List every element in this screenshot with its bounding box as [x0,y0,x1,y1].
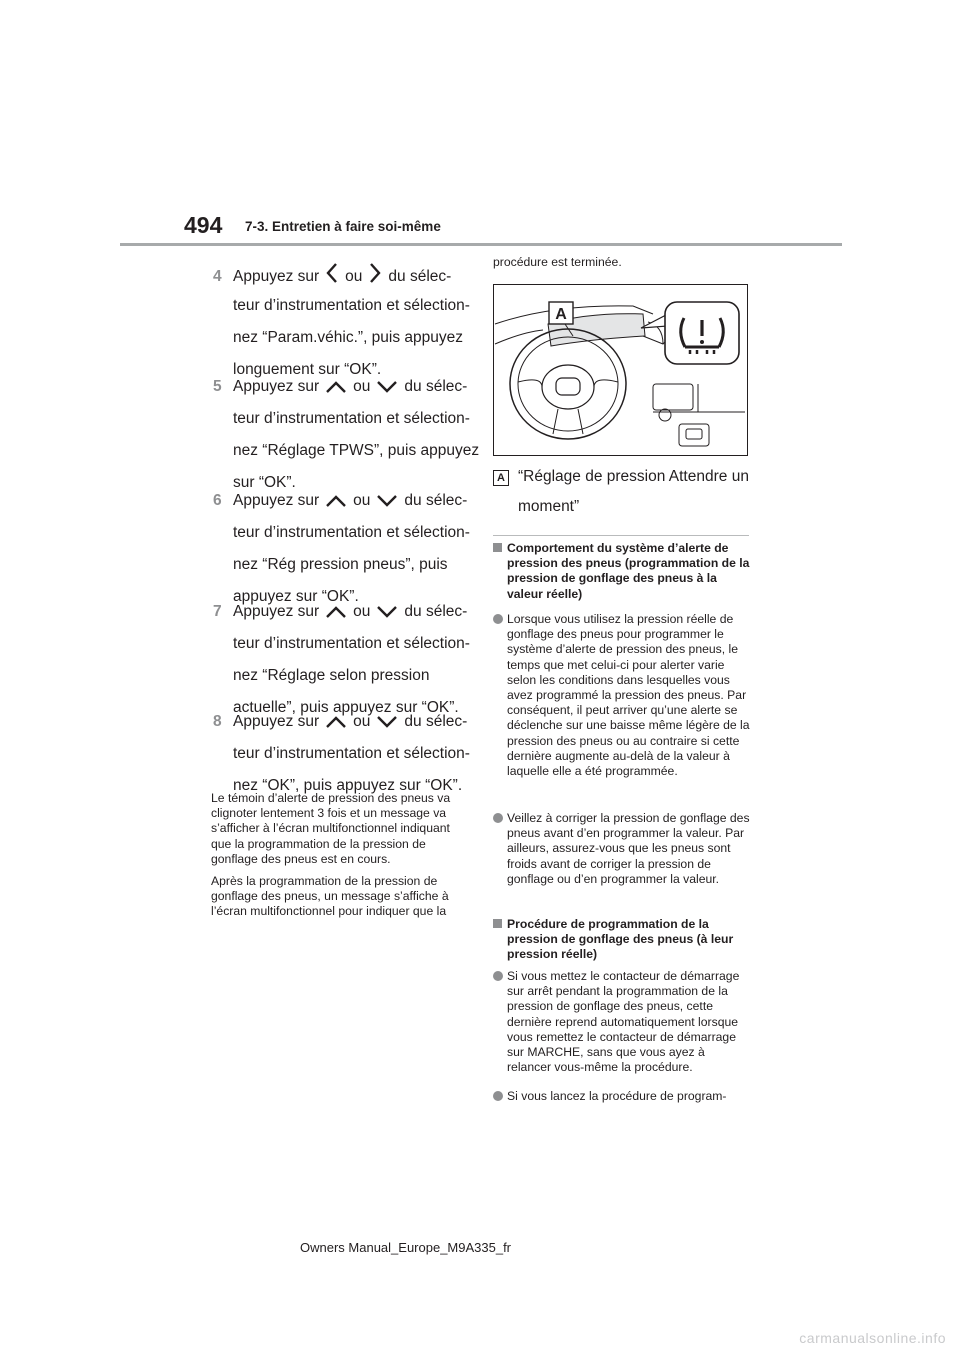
step-4 [213,262,483,390]
bullet-item [493,811,751,887]
chevron-up-icon [325,715,347,729]
step-text: du sélec- [404,492,468,509]
continued-text: procédure est terminée. [493,255,622,269]
step-text: ou [353,378,371,395]
section-divider [493,535,749,536]
bullet-text: Veillez à corriger la pression de gonflage des pneus avant d’en programmer la valeur. Par ailleurs, assurez-vous que les pneus sont froids avant de corriger la pression de gonflage ou d’en programmer la valeur. [507,811,750,886]
bullet-item [493,969,751,1075]
step-number: 5 [213,378,222,395]
chevron-down-icon [376,605,398,619]
step-text: appuyez sur “OK”. [233,588,359,605]
step-text: Appuyez sur [233,603,320,620]
subsection-title: Comportement du système d’alerte de pression des pneus (programmation de la pression de gonflage des pneus à la valeur réelle) [507,541,750,601]
square-bullet-icon [493,543,502,552]
step-text: ou [345,268,363,285]
watermark: carmanualsonline.info [799,1330,946,1346]
body-paragraph: Après la programmation de la pression de gonflage des pneus, un message s’affiche à l’écran multifonctionnel pour indiquer que la [211,874,449,919]
subsection-heading [493,917,751,963]
step-text: du sélec- [404,713,468,730]
step-number: 7 [213,603,222,620]
step-text: teur d’instrumentation et sélection- [233,524,470,541]
step-text: sur “OK”. [233,474,296,491]
chevron-up-icon [325,380,347,394]
chevron-up-icon [325,494,347,508]
bullet-item [493,1089,751,1104]
footer-doc-id: Owners Manual_Europe_M9A335_fr [300,1240,512,1255]
step-text: ou [353,713,371,730]
step-text: Appuyez sur [233,492,320,509]
step-7 [213,600,483,728]
step-text: actuelle”, puis appuyez sur “OK”. [233,699,459,716]
bullet-text: Lorsque vous utilisez la pression réelle de gonflage des pneus pour programmer le système d’alerte de pression des pneus, le temps que met celui-ci pour alerter varie selon les conditions dans lesquelles vous avez programmé la pression des pneus. Par conséquent, il peut arriver qu’une alerte se déclenche sur une baisse même légère de la pression des pneus ou au contraire si cette dernière augmente au-delà de la valeur à laquelle elle a été programmée. [507,612,750,779]
step-text: teur d’instrumentation et sélection- [233,745,470,762]
chevron-right-icon [368,262,382,284]
step-5 [213,375,483,503]
header-rule [120,243,842,246]
step-number: 4 [213,268,222,285]
callout-text: moment” [518,498,580,515]
step-text: nez “Rég pression pneus”, puis [233,556,448,573]
bullet-icon [493,1091,503,1101]
step-text: Appuyez sur [233,268,320,285]
figure-label-a: A [555,306,567,323]
body-paragraph: Le témoin d’alerte de pression des pneus va clignoter lentement 3 fois et un message va s’afficher à l’écran multifonctionnel indiquant que la programmation de la pression de gonflage des pneus est en cours. [211,791,451,866]
step-text: teur d’instrumentation et sélection- [233,635,470,652]
bullet-icon [493,614,503,624]
step-text: teur d’instrumentation et sélection- [233,410,470,427]
step-text: nez “Param.véhic.”, puis appuyez [233,329,464,346]
section-title: 7-3. Entretien à faire soi-même [245,219,441,234]
chevron-down-icon [376,494,398,508]
step-text: longuement sur “OK”. [233,361,382,378]
page-number: 494 [184,212,223,238]
step-text: Appuyez sur [233,378,320,395]
callout-label-a: A [493,470,509,486]
chevron-up-icon [325,605,347,619]
bullet-item [493,612,751,779]
bullet-text: Si vous mettez le contacteur de démarrage sur arrêt pendant la programmation de la pression de gonflage des pneus, cette dernière reprend automatiquement lorsque vous remettez le contacteur de démarrage sur MARCHE, sans que vous ayez à relancer vous-même la procédure. [507,969,740,1075]
bullet-icon [493,971,503,981]
step-text: ou [353,492,371,509]
bullet-text: Si vous lancez la procédure de program- [507,1089,727,1103]
step-text: ou [353,603,371,620]
chevron-down-icon [376,715,398,729]
step-text: Appuyez sur [233,713,320,730]
step-text: du sélec- [404,603,468,620]
step-text: du sélec- [388,268,452,285]
step-number: 6 [213,492,222,509]
bullet-icon [493,813,503,823]
chevron-down-icon [376,380,398,394]
step-text: du sélec- [404,378,468,395]
step-text: nez “OK”, puis appuyez sur “OK”. [233,777,463,794]
step-text: nez “Réglage selon pression [233,667,430,684]
dashboard-illustration [493,284,748,456]
step-text: nez “Réglage TPWS”, puis appuyez [233,442,480,459]
subsection-title: Procédure de programmation de la pression de gonflage des pneus (à leur pression réelle) [507,917,734,962]
step-text: teur d’instrumentation et sélection- [233,297,470,314]
step-number: 8 [213,713,222,730]
callout-text: “Réglage de pression Attendre un [518,468,749,485]
subsection-heading [493,541,751,602]
step-6 [213,489,483,617]
square-bullet-icon [493,919,502,928]
chevron-left-icon [325,262,339,284]
